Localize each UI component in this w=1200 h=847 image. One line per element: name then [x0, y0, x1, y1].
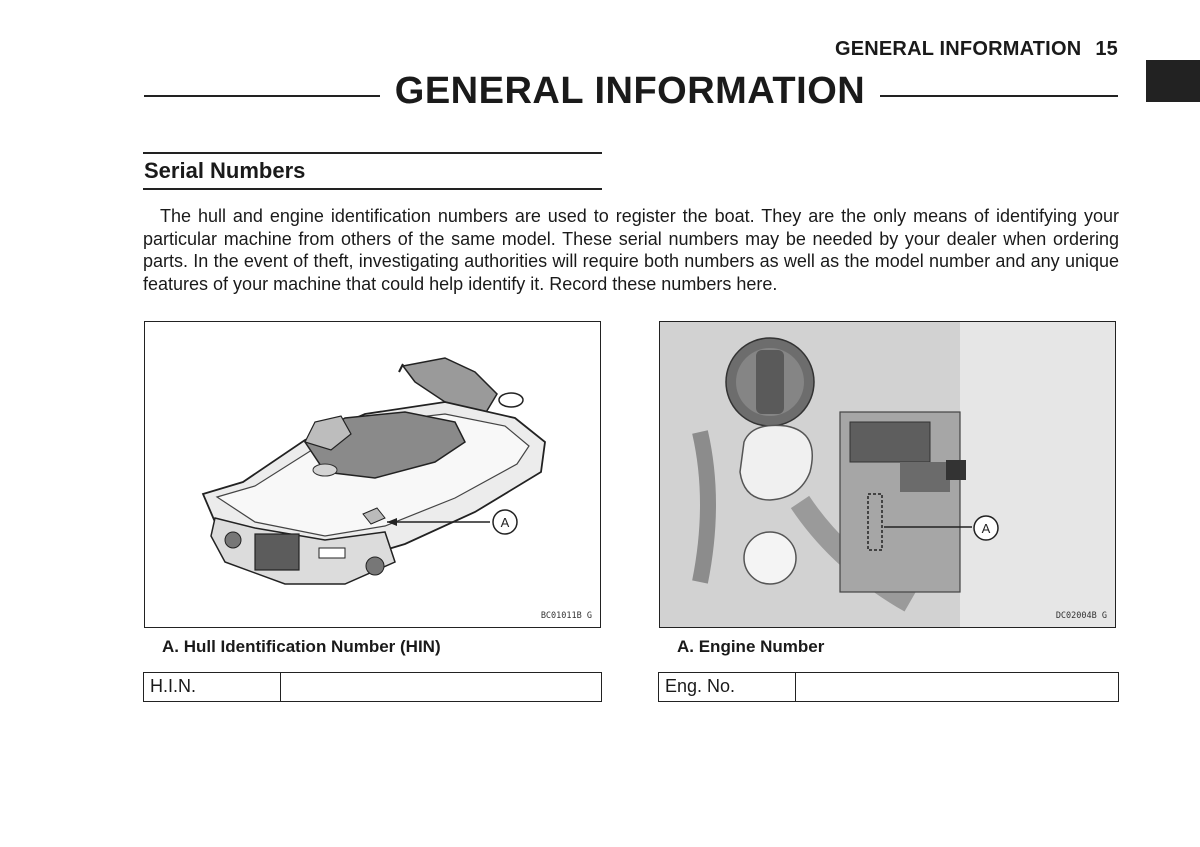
running-title: GENERAL INFORMATION: [834, 38, 1082, 60]
title-rule-right: [880, 95, 1118, 97]
engine-photo: [660, 322, 1116, 628]
hin-label: H.I.N.: [144, 673, 281, 701]
hull-figure-code: BC01011B G: [540, 611, 592, 621]
section-rule-top: [143, 152, 602, 154]
section-body-text: The hull and engine identification numbers are used to register the boat. They are the only means of identifying your particular machine from others of the same model. These serial numbers may be needed by your dealer when ordering parts. In the event of theft, investigating authorities will require both numbers as well as the model number and any unique features of your machine that could help identify it. Record these numbers here.: [143, 206, 1119, 294]
engine-figure-code: DC02004B G: [1055, 611, 1107, 621]
engine-number-record-field: [658, 672, 1119, 702]
engine-number-label: Eng. No.: [659, 673, 796, 701]
hin-value-box[interactable]: [281, 673, 601, 701]
running-header: [835, 38, 1118, 61]
section-rule-bottom: [143, 188, 602, 190]
hull-figure: [144, 321, 601, 628]
engine-callout-label: A: [981, 521, 991, 536]
hull-callout-label: A: [500, 515, 510, 530]
page-number: 15: [1095, 38, 1118, 60]
engine-figure-caption: A. Engine Number: [677, 637, 825, 656]
hin-record-field: [143, 672, 602, 702]
engine-number-value-box[interactable]: [796, 673, 1118, 701]
engine-figure: [659, 321, 1116, 628]
page-title: GENERAL INFORMATION: [394, 70, 866, 112]
title-rule-left: [144, 95, 380, 97]
hull-figure-caption: A. Hull Identification Number (HIN): [162, 637, 441, 656]
section-title: Serial Numbers: [144, 158, 306, 183]
section-tab-marker: [1146, 60, 1200, 102]
jet-ski-illustration: [145, 322, 601, 628]
